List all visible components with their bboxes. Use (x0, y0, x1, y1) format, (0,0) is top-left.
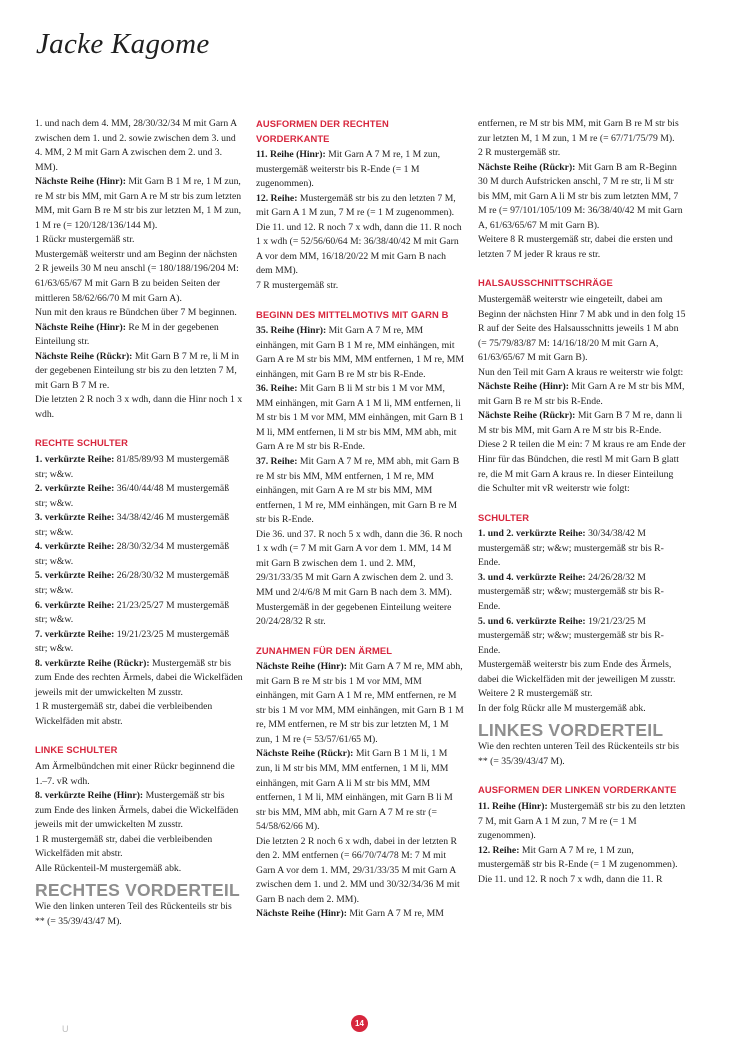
page-title: Jacke Kagome (36, 28, 210, 60)
paragraph (35, 569, 243, 598)
row-text: Mit Garn B 7 M re, li M in der gegebenen Einteilung str bis zu den letzten 7 M, mit Garn B 7 M re. (35, 350, 239, 391)
page-number-badge: 14 (351, 1015, 368, 1032)
paragraph: 7 R mustergemäß str. (256, 280, 339, 292)
row-label: Nächste Reihe (Hinr): (256, 661, 347, 673)
row-label: Nächste Reihe (Rückr): (478, 161, 576, 173)
paragraph (35, 175, 243, 233)
column-3 (478, 117, 686, 887)
row-text: Mustergemäß str bis zu den letzten 7 M, mit Garn A 1 M zun, 7 M re (= 1 M zugenommen). (478, 800, 686, 842)
paragraph: 1 Rückr mustergemäß str. (35, 234, 135, 246)
row-label: 12. Reihe: (478, 844, 520, 856)
paragraph: Nun mit den kraus re Bündchen über 7 M beginnen. (35, 307, 237, 319)
row-text: Mit Garn A 7 M re, 1 M zun, mustergemäß str bis R-Ende (= 1 M zugenommen). (478, 844, 678, 871)
section-heading-rechte-vorderkante: AUSFORMEN DER RECHTEN VORDERKANTE (256, 118, 389, 144)
row-label: 12. Reihe: (256, 192, 298, 204)
row-text: 26/28/30/32 M mustergemäß str; w&w. (35, 570, 230, 596)
paragraph (35, 453, 243, 482)
row-text: Mustergemäß str bis zum Ende des rechten Ärmels, dabei die Wickelfäden jeweils mit der umwickelten M zusstr. (35, 657, 243, 698)
paragraph (256, 148, 464, 192)
section-heading-mittelmotiv: BEGINN DES MITTELMOTIVS MIT GARN B (256, 308, 449, 320)
paragraph (478, 615, 686, 659)
row-label: 5. verkürzte Reihe: (35, 570, 115, 582)
paragraph (35, 789, 243, 833)
row-text: Mit Garn A 7 M re, MM (346, 908, 444, 920)
paragraph (35, 628, 243, 657)
paragraph: Weitere 2 R mustergemäß str. (478, 688, 593, 700)
paragraph (256, 747, 464, 834)
paragraph (256, 324, 464, 382)
paragraph: Alle Rückenteil-M mustergemäß abk. (35, 862, 182, 874)
row-text: Mit Garn A 7 M re, MM abh, mit Garn B re M str bis 1 M vor MM, MM einhängen, mit Garn A 1 M re, MM entfernen, re M str bis 1 M vor MM, MM einhängen, mit Garn B 1 M re, MM entfernen, re M str bis zur letzten M, 1 M zun, 1 M re (= 53/57/61/65 M). (256, 661, 464, 745)
row-label: 3. verkürzte Reihe: (35, 512, 115, 524)
paragraph: Wie den rechten unteren Teil des Rückenteils str bis ** (= 35/39/43/47 M). (478, 741, 680, 767)
paragraph: Die letzten 2 R noch 6 x wdh, dabei in der letzten R den 2. MM entfernen (= 66/70/74/78 M: 7 M mit Garn A vor dem 1. MM, 29/31/33/35 M mit Garn A zwischen dem 1. und 2. MM und 30/32/34/36 M mit Garn B nach dem 2. MM). (256, 835, 460, 905)
section-heading-linke-schulter: LINKE SCHULTER (35, 744, 118, 756)
row-label: 4. verkürzte Reihe: (35, 541, 115, 553)
row-text: Mit Garn A re M str bis MM, mit Garn B re M str bis R-Ende. (478, 381, 685, 407)
row-text: 28/30/32/34 M mustergemäß str; w&w. (35, 541, 230, 567)
paragraph: Mustergemäß in der gegebenen Einteilung weitere 20/24/28/32 R str. (256, 601, 452, 628)
column-1 (35, 117, 243, 929)
paragraph (478, 409, 686, 438)
paragraph: Wie den linken unteren Teil des Rückenteils str bis ** (= 35/39/43/47 M). (35, 901, 232, 927)
paragraph (478, 527, 686, 571)
row-text: 36/40/44/48 M mustergemäß str; w&w. (35, 483, 230, 509)
section-heading-zunahmen-aermel: ZUNAHMEN FÜR DEN ÄRMEL (256, 644, 393, 656)
paragraph: Mustergemäß weiterstr bis zum Ende des Ärmels, dabei die Wickelfäden mit der jeweiligen M zusstr. (478, 659, 676, 685)
paragraph: entfernen, re M str bis MM, mit Garn B re M str bis zur letzten M, 1 M zun, 1 M re (= 67/71/75/79 M). (478, 118, 679, 144)
row-label: 6. verkürzte Reihe: (35, 599, 115, 611)
paragraph: 1. und nach dem 4. MM, 28/30/32/34 M mit Garn A zwischen dem 1. und 2. sowie zwischen dem 3. und 4. MM, 2 M mit Garn A zwischen dem 2. und 3. MM). (35, 118, 237, 173)
section-heading-rechte-schulter: RECHTE SCHULTER (35, 437, 128, 449)
section-heading-linke-vorderkante: AUSFORMEN DER LINKEN VORDERKANTE (478, 784, 677, 796)
paragraph: Die 11. und 12. R noch 7 x wdh, dann die 11. R (478, 873, 663, 885)
row-label: Nächste Reihe (Rückr): (478, 410, 576, 422)
row-label: 8. verkürzte Reihe (Rückr): (35, 657, 150, 669)
row-text: Mustergemäß str bis zu den letzten 7 M, mit Garn A 1 M zun, 7 M re (= 1 M zugenommen). (256, 192, 456, 219)
row-label: 7. verkürzte Reihe: (35, 628, 115, 640)
row-text: Mit Garn B 1 M li, 1 M zun, li M str bis MM, MM entfernen, 1 M li, MM einhängen, mit Garn A li M str bis MM, MM entfernen, 1 M li, MM einhängen, mit Garn B li M str bis MM, MM abh, mit Garn A 7 M re str (= 54/58/62/66 M). (256, 748, 453, 833)
row-text: 30/34/38/42 M mustergemäß str; w&w; mustergemäß str bis R-Ende. (478, 528, 664, 569)
row-text: Mit Garn A 7 M re, 1 M zun, mustergemäß weiterstr bis R-Ende (= 1 M zugenommen). (256, 149, 441, 190)
paragraph (256, 660, 464, 747)
section-heading-schulter: SCHULTER (478, 511, 530, 523)
paragraph: 1 R mustergemäß str, dabei die verbleibenden Wickelfäden mit abstr. (35, 833, 213, 860)
paragraph (256, 907, 464, 922)
row-label: 2. verkürzte Reihe: (35, 483, 115, 495)
row-text: Mit Garn B 7 M re, dann li M str bis MM, mit Garn A re M str bis R-Ende. (478, 410, 683, 436)
row-text: 21/23/25/27 M mustergemäß str; w&w. (35, 599, 230, 626)
paragraph: Weitere 8 R mustergemäß str, dabei die ersten und letzten 7 M jeder R kraus re str. (478, 234, 673, 260)
row-text: Mit Garn B am R-Beginn 30 M durch Aufstricken anschl, 7 M re str, li M str bis MM, mit Garn A li M str bis zum letzten MM, 7 M re (= 97/101/105/109 M: 36/38/40/42 M mit Garn A, 61/63/65/67 M mit Garn B). (478, 161, 683, 231)
row-text: Mit Garn B 1 M re, 1 M zun, re M str bis MM, mit Garn A re M str bis zum letzten MM, mit Garn B re M str bis zur letzten M, 1 M zun, 1 M re (= 120/128/136/144 M). (35, 176, 242, 231)
row-text: Mit Garn A 7 M re, MM abh, mit Garn B re M str bis MM, MM entfernen, 1 M re, MM einhängen, mit Garn A re M str bis MM, MM entfernen, 1 M re, MM einhängen, mit Garn B re M str bis R-Ende. (256, 456, 460, 526)
row-label: 35. Reihe (Hinr): (256, 325, 327, 337)
row-label: 11. Reihe (Hinr): (256, 149, 326, 161)
paragraph: Am Ärmelbündchen mit einer Rückr beginnend die 1.–7. vR wdh. (35, 760, 235, 787)
row-label: Nächste Reihe (Hinr): (478, 381, 569, 393)
paragraph (256, 192, 464, 221)
row-text: Mit Garn B li M str bis 1 M vor MM, MM einhängen, mit Garn A 1 M li, MM entfernen, li M str bis 1 M vor MM, MM einhängen, mit Garn B 1 M li, MM entfernen, li M str bis MM, MM abh, mit Garn A re M str bis R-Ende. (256, 383, 464, 453)
paragraph (478, 844, 686, 873)
paragraph: Die 11. und 12. R noch 7 x wdh, dann die 11. R noch 1 x wdh (= 52/56/60/64 M: 36/38/40/42 M mit Garn A vor dem MM, 16/18/20/22 M mit Garn B nach dem MM). (256, 221, 462, 277)
paragraph (478, 161, 686, 234)
row-text: 81/85/89/93 M mustergemäß str; w&w. (35, 454, 230, 480)
paragraph: 2 R mustergemäß str. (478, 147, 561, 159)
paragraph (256, 455, 464, 528)
paragraph (35, 350, 243, 394)
paragraph: 1 R mustergemäß str, dabei die verbleibenden Wickelfäden mit abstr. (35, 701, 213, 727)
row-label: 1. verkürzte Reihe: (35, 454, 115, 466)
section-heading-halsausschnitt: HALSAUSSCHNITTSCHRÄGE (478, 277, 613, 289)
row-label: 36. Reihe: (256, 383, 298, 395)
row-label: 11. Reihe (Hinr): (478, 800, 548, 812)
big-heading-linkes-vorderteil: LINKES VORDERTEIL (478, 720, 664, 741)
column-2 (256, 117, 464, 922)
paragraph (478, 380, 686, 409)
row-label: 5. und 6. verkürzte Reihe: (478, 615, 586, 627)
corner-mark: U (62, 1024, 69, 1034)
paragraph (478, 800, 686, 844)
row-label: 3. und 4. verkürzte Reihe: (478, 571, 586, 583)
paragraph: Nun den Teil mit Garn A kraus re weiterstr wie folgt: (478, 366, 684, 378)
row-text: 24/26/28/32 M mustergemäß str; w&w; mustergemäß str bis R-Ende. (478, 571, 664, 612)
row-label: Nächste Reihe (Rückr): (256, 748, 354, 760)
row-label: Nächste Reihe (Hinr): (35, 176, 126, 188)
row-text: Mit Garn A 7 M re, MM einhängen, mit Garn B 1 M re, MM einhängen, mit Garn A re M str bis MM, MM entfernen, 1 M re, MM einhängen, mit Garn B re M str bis R-Ende. (256, 325, 464, 380)
paragraph (35, 540, 243, 569)
row-text: 19/21/23/25 M mustergemäß str; w&w. (35, 628, 230, 655)
row-text: 34/38/42/46 M mustergemäß str; w&w. (35, 512, 230, 538)
row-label: 1. und 2. verkürzte Reihe: (478, 528, 586, 540)
paragraph (256, 382, 464, 455)
paragraph: Diese 2 R teilen die M ein: 7 M kraus re am Ende der Hinr für das Bündchen, die restl M mit Garn B glatt re, die M mit Garn A kraus re. In dieser Einteilung die Schulter mit vR weiterstr wie folgt: (478, 439, 686, 495)
paragraph (35, 321, 243, 350)
paragraph: In der folg Rückr alle M mustergemäß abk. (478, 702, 646, 714)
paragraph (35, 657, 243, 701)
row-label: Nächste Reihe (Hinr): (256, 908, 347, 920)
paragraph: Die letzten 2 R noch 3 x wdh, dann die Hinr noch 1 x wdh. (35, 394, 243, 420)
row-text: Re M in der gegebenen Einteilung str. (35, 321, 219, 348)
row-label: Nächste Reihe (Hinr): (35, 321, 126, 333)
paragraph (478, 571, 686, 615)
row-label: 37. Reihe: (256, 456, 298, 468)
big-heading-rechtes-vorderteil: RECHTES VORDERTEIL (35, 880, 240, 901)
paragraph: Die 36. und 37. R noch 5 x wdh, dann die 36. R noch 1 x wdh (= 7 M mit Garn A vor dem 1. MM, 14 M mit Garn B zwischen dem 1. und 2. MM, 29/31/33/35 M mit Garn A zwischen dem 2. und 3. MM und 2/4/6/8 M mit Garn B nach dem 3. MM). (256, 528, 463, 598)
paragraph (35, 511, 243, 540)
paragraph: Mustergemäß weiterstr wie eingeteilt, dabei am Beginn der nächsten Hinr 7 M abk und in den folg 15 R auf der Seite des Halsausschnitts jeweils 1 M abn (= 75/79/83/87 M: 14/16/18/20 M mit Garn A, 61/63/65/67 M mit Garn B). (478, 294, 686, 364)
paragraph: Mustergemäß weiterstr und am Beginn der nächsten 2 R jeweils 30 M neu anschl (= 180/188/196/204 M: 61/63/65/67 M mit Garn B zu beiden Seiten der mittleren 58/62/66/70 M mit Garn A). (35, 248, 239, 304)
row-text: Mustergemäß str bis zum Ende des linken Ärmels, dabei die Wickelfäden jeweils mit der umwickelten M zusstr. (35, 790, 239, 831)
paragraph (35, 599, 243, 628)
paragraph (35, 482, 243, 511)
row-text: 19/21/23/25 M mustergemäß str; w&w; mustergemäß str bis R-Ende. (478, 615, 664, 656)
row-label: 8. verkürzte Reihe (Hinr): (35, 790, 144, 802)
row-label: Nächste Reihe (Rückr): (35, 350, 133, 362)
